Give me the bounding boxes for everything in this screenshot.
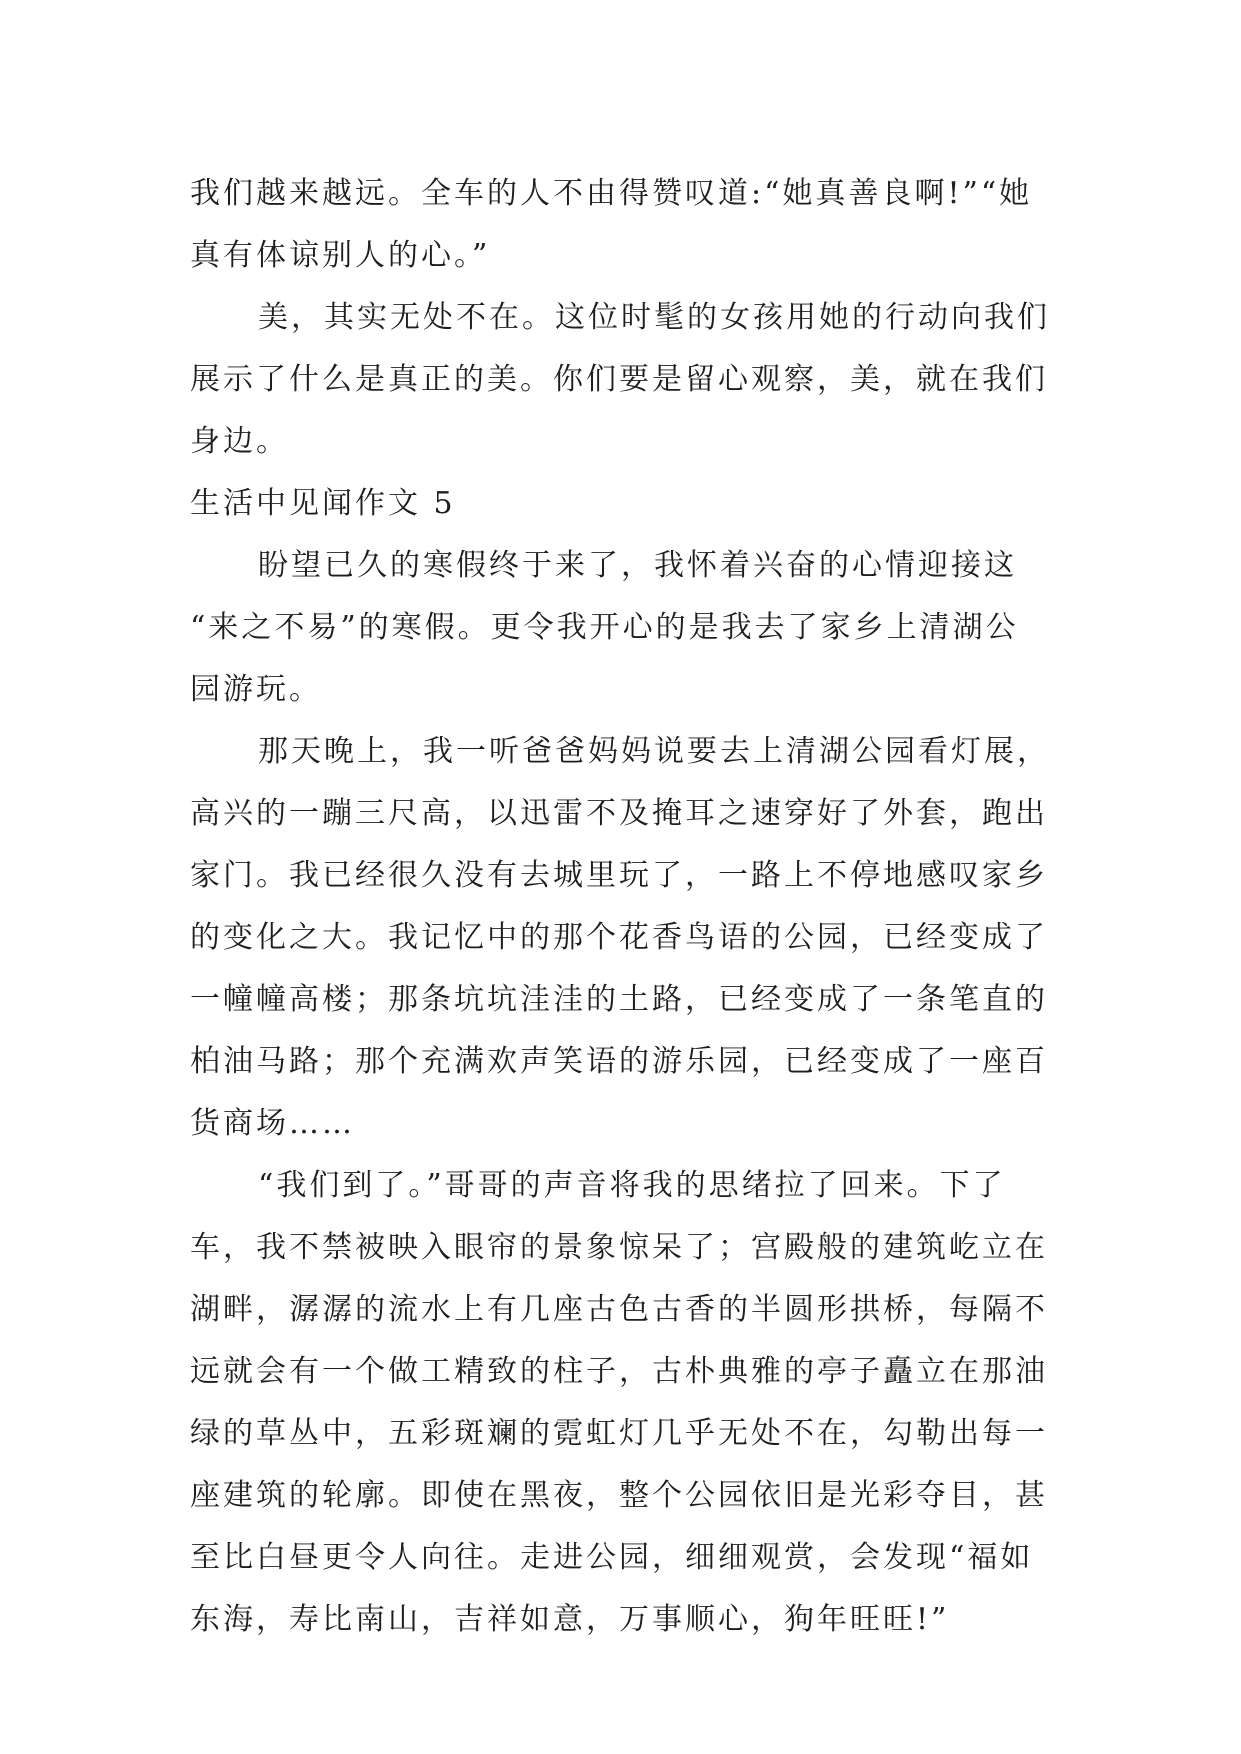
paragraph-start-line: 盼望已久的寒假终于来了，我怀着兴奋的心情迎接这: [258, 548, 1017, 583]
text-line: 真有体谅别人的心。”: [190, 238, 491, 273]
text-line: 我们越来越远。全车的人不由得赞叹道:“她真善良啊!”“她: [190, 176, 1033, 211]
text-line: 东海，寿比南山，吉祥如意，万事顺心，狗年旺旺!”: [190, 1602, 950, 1637]
text-line: 的变化之大。我记忆中的那个花香鸟语的公园，已经变成了: [190, 920, 1048, 955]
text-line: 车，我不禁被映入眼帘的景象惊呆了；宫殿般的建筑屹立在: [190, 1230, 1048, 1265]
text-line: 展示了什么是真正的美。你们要是留心观察，美，就在我们: [190, 362, 1048, 397]
text-line: 柏油马路；那个充满欢声笑语的游乐园，已经变成了一座百: [190, 1044, 1048, 1079]
paragraph-start-line: 美，其实无处不在。这位时髦的女孩用她的行动向我们: [258, 300, 1050, 335]
text-line: 一幢幢高楼；那条坑坑洼洼的土路，已经变成了一条笔直的: [190, 982, 1048, 1017]
essay-text: [190, 163, 1070, 1651]
text-line: “来之不易”的寒假。更令我开心的是我去了家乡上清湖公: [190, 610, 1019, 645]
section-heading: 生活中见闻作文 5: [190, 486, 456, 521]
text-line: 货商场……: [190, 1106, 355, 1141]
text-line: 至比白昼更令人向往。走进公园，细细观赏，会发现“福如: [190, 1540, 1034, 1575]
text-line: 家门。我已经很久没有去城里玩了，一路上不停地感叹家乡: [190, 858, 1048, 893]
text-line: 绿的草丛中，五彩斑斓的霓虹灯几乎无处不在，勾勒出每一: [190, 1416, 1048, 1451]
text-line: 座建筑的轮廓。即使在黑夜，整个公园依旧是光彩夺目，甚: [190, 1478, 1048, 1513]
text-line: 远就会有一个做工精致的柱子，古朴典雅的亭子矗立在那油: [190, 1354, 1048, 1389]
text-line: 园游玩。: [190, 672, 322, 707]
text-line: 湖畔，潺潺的流水上有几座古色古香的半圆形拱桥，每隔不: [190, 1292, 1048, 1327]
paragraph-start-line: 那天晚上，我一听爸爸妈妈说要去上清湖公园看灯展，: [258, 734, 1050, 769]
text-line: 高兴的一蹦三尺高，以迅雷不及掩耳之速穿好了外套，跑出: [190, 796, 1048, 831]
text-line: 身边。: [190, 424, 289, 459]
paragraph-start-line: “我们到了。”哥哥的声音将我的思绪拉了回来。下了: [258, 1168, 1006, 1203]
